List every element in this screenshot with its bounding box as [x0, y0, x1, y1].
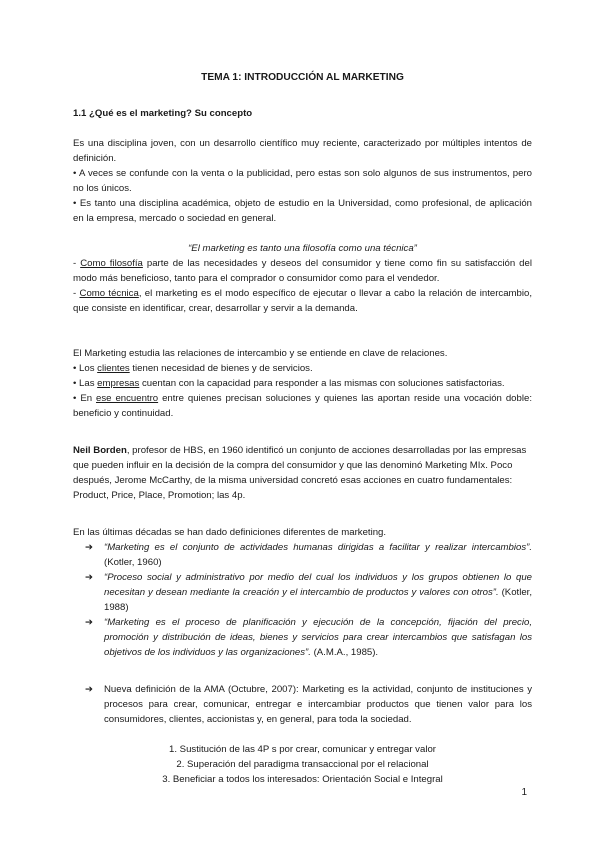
arrow-icon: ➔ — [85, 542, 94, 553]
relations-bullet-empresas — [73, 376, 532, 391]
definition-item — [73, 615, 532, 660]
section-number: 1.1 — [73, 108, 87, 119]
numbered-item: 2. Superación del paradigma transaccional por el relacional — [176, 759, 429, 770]
definition-quote: “Marketing es el conjunto de actividades humanas dirigidas a facilitar y realizar intercambios”. — [104, 542, 532, 553]
intro-bullet: • Es tanto una disciplina académica, objeto de estudio en la Universidad, como profesional, de aplicación en la empresa, mercado o sociedad en general. — [73, 198, 532, 224]
bullet-prefix: • Los — [73, 363, 98, 374]
term-clientes: clientes — [97, 363, 130, 374]
numbered-item: 1. Sustitución de las 4P s por crear, comunicar y entregar valor — [169, 744, 436, 755]
bullet-text: cuentan con la capacidad para responder a las mismas con soluciones satisfactorias. — [139, 378, 505, 389]
page-number: 1 — [521, 787, 527, 798]
dash-item-filosofia — [73, 256, 532, 286]
definitions-intro: En las últimas décadas se han dado definiciones diferentes de marketing. — [73, 527, 387, 538]
borden-text: , profesor de HBS, en 1960 identificó un conjunto de acciones desarrolladas por las empresas que pueden influir en la decisión de la compra del consumidor y que las denominó Marketing MIx. Poco después, Jerome McCarthy, de la misma universidad concretó esas acciones en cuatro fundamentales: Product, Price, Place, Promotion; las 4p. — [73, 445, 527, 501]
borden-paragraph — [73, 443, 532, 503]
definition-text — [104, 615, 532, 660]
relations-bullet-encuentro — [73, 391, 532, 421]
bullet-prefix: • Las — [73, 378, 98, 389]
arrow-icon: ➔ — [85, 617, 94, 628]
relations-bullet-clientes — [73, 361, 532, 376]
bullet-text: entre quienes precisan soluciones y quienes las aportan reside una vocación doble: beneficio y continuidad. — [73, 393, 532, 419]
term-filosofia: Como filosofía — [80, 258, 143, 269]
marketing-quote: “El marketing es tanto una filosofía como una técnica” — [188, 243, 417, 254]
definition-item — [73, 570, 532, 615]
bullet-prefix: • En — [73, 393, 97, 404]
definition-item — [73, 540, 532, 570]
section-heading-text: ¿Qué es el marketing? Su concepto — [89, 108, 253, 119]
numbered-list — [73, 742, 532, 787]
dash-prefix: - — [73, 258, 81, 269]
borden-name: Neil Borden — [73, 445, 127, 456]
arrow-icon: ➔ — [85, 572, 94, 583]
definition-source: (Kotler, 1960) — [104, 557, 162, 568]
dash-prefix: - — [73, 288, 80, 299]
definition-source: (Kotler, 1988) — [104, 587, 532, 613]
dash-text: parte de las necesidades y deseos del consumidor y tiene como fin su satisfacción del modo más beneficioso, tanto para el comprador o consumidor como para el vendedor. — [73, 258, 532, 284]
relations-paragraph: El Marketing estudia las relaciones de intercambio y se entiende en clave de relaciones. — [73, 348, 448, 359]
term-empresas: empresas — [97, 378, 140, 389]
definition-quote: “Proceso social y administrativo por medio del cual los individuos y los grupos obtienen lo que necesitan y desean mediante la creación y el intercambio de productos y valores con otros”. — [104, 572, 532, 598]
definition-text — [104, 540, 532, 570]
definitions-list — [73, 540, 532, 727]
term-encuentro: ese encuentro — [96, 393, 159, 404]
definition-text — [104, 570, 532, 615]
numbered-item: 3. Beneficiar a todos los interesados: Orientación Social e Integral — [162, 774, 443, 785]
definition-item-ama-2007 — [73, 682, 532, 727]
dash-item-tecnica — [73, 286, 532, 316]
intro-paragraph: Es una disciplina joven, con un desarrollo científico muy reciente, caracterizado por múltiples intentos de definición. — [73, 138, 532, 164]
intro-bullet: • A veces se confunde con la venta o la publicidad, pero estas son solo algunos de sus instrumentos, pero no los únicos. — [73, 168, 532, 194]
definition-source: (A.M.A., 1985). — [310, 647, 379, 658]
arrow-icon: ➔ — [85, 684, 94, 695]
definition-quote: “Marketing es el proceso de planificación y ejecución de la concepción, fijación del precio, promoción y distribución de ideas, bienes y servicios para crear intercambios que satisfagan los objetivos de los individuos y las organizaciones”. — [104, 617, 532, 658]
bullet-text: tienen necesidad de bienes y de servicios. — [129, 363, 313, 374]
ama-2007-definition: Nueva definición de la AMA (Octubre, 2007): Marketing es la actividad, conjunto de instituciones y procesos para crear, comunicar, entregar e intercambiar productos que tienen valor para los consumidores, clientes, accionistas y, en general, para toda la sociedad. — [104, 684, 532, 725]
document-title: TEMA 1: INTRODUCCIÓN AL MARKETING — [201, 72, 404, 83]
term-tecnica: Como técnica — [79, 288, 139, 299]
dash-text: , el marketing es el modo específico de ejecutar o llevar a cabo la relación de intercambio, que consiste en identificar, crear, desarrollar y servir a la demanda. — [73, 288, 533, 314]
section-heading — [73, 106, 532, 121]
